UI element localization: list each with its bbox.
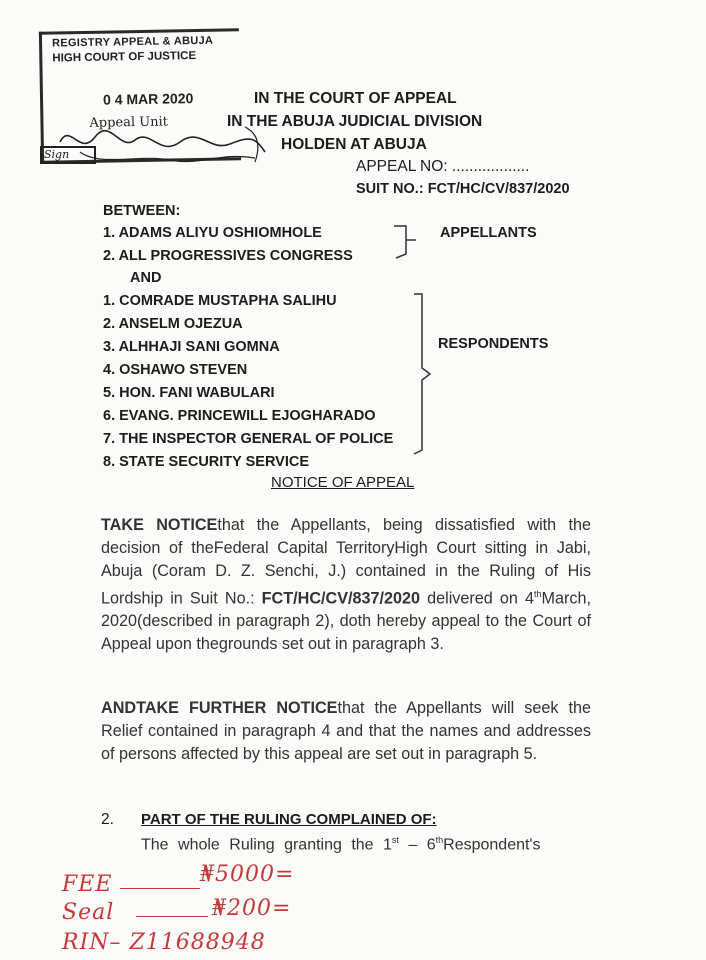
fee-value: ₦5000= bbox=[200, 862, 295, 887]
seal-label: Seal bbox=[62, 900, 115, 925]
respondents-brace bbox=[410, 290, 434, 460]
between-label: BETWEEN: bbox=[103, 203, 181, 219]
respondent-item: 1. COMRADE MUSTAPHA SALIHU bbox=[103, 293, 337, 309]
respondent-item: 2. ANSELM OJEZUA bbox=[103, 316, 243, 332]
fee-label: FEE bbox=[62, 872, 113, 897]
appellants-label: APPELLANTS bbox=[440, 225, 537, 241]
and-label: AND bbox=[130, 270, 162, 286]
appeal-number: APPEAL NO: .................. bbox=[356, 158, 530, 175]
respondent-item: 4. OSHAWO STEVEN bbox=[103, 362, 248, 378]
take-notice-lead: TAKE NOTICE bbox=[101, 516, 218, 534]
take-notice-paragraph: TAKE NOTICEthat the Appellants, being dissatisfied with the decision of theFederal Capital TerritoryHigh Court sitting in Jabi, Abuja (Coram D. Z. Senchi, J.) contained in the Ruling of His Lordship in Suit No.: FCT/HC/CV/837/2020 delivered on 4thMarch, 2020(described in paragraph 2), doth hereby appeal to the Court of Appeal upon thegrounds set out in paragraph 3. bbox=[101, 516, 592, 654]
respondent-item: 3. ALHHAJI SANI GOMNA bbox=[103, 339, 280, 355]
appellants-brace bbox=[392, 222, 422, 262]
appellant-item: 2. ALL PROGRESSIVES CONGRESS bbox=[103, 248, 353, 264]
seal-value: ₦200= bbox=[212, 896, 292, 921]
stamp-registry-line: REGISTRY APPEAL & ABUJA bbox=[51, 34, 214, 50]
section-text: The whole Ruling granting the 1st – 6thRespondent's bbox=[141, 835, 541, 854]
stamp-unit: Appeal Unit bbox=[89, 114, 169, 131]
section-number: 2. bbox=[101, 811, 114, 828]
section-title: PART OF THE RULING COMPLAINED OF: bbox=[141, 811, 437, 828]
rin-number: RIN– Z11688948 bbox=[62, 930, 266, 955]
stamp-date: 0 4 MAR 2020 bbox=[102, 90, 194, 108]
stamp-sign-box: Sign bbox=[40, 146, 96, 164]
notice-title: NOTICE OF APPEAL bbox=[271, 474, 415, 491]
suit-number: SUIT NO.: FCT/HC/CV/837/2020 bbox=[356, 181, 570, 197]
respondent-item: 6. EVANG. PRINCEWILL EJOGHARADO bbox=[103, 408, 376, 424]
division-title: IN THE ABUJA JUDICIAL DIVISION bbox=[227, 113, 483, 130]
respondents-label: RESPONDENTS bbox=[438, 336, 549, 352]
respondent-item: 5. HON. FANI WABULARI bbox=[103, 385, 275, 401]
holden-line: HOLDEN AT ABUJA bbox=[281, 136, 427, 153]
fee-dash bbox=[120, 888, 200, 889]
court-title: IN THE COURT OF APPEAL bbox=[254, 90, 457, 107]
stamp-court-line: HIGH COURT OF JUSTICE bbox=[52, 50, 197, 65]
respondent-item: 8. STATE SECURITY SERVICE bbox=[103, 454, 310, 470]
respondent-item: 7. THE INSPECTOR GENERAL OF POLICE bbox=[103, 431, 394, 447]
suit-number-inline: FCT/HC/CV/837/2020 bbox=[261, 589, 421, 608]
further-notice-paragraph: ANDTAKE FURTHER NOTICEthat the Appellants will seek the Relief contained in paragraph 4 and that the names and addresses of persons affected by this appeal are set out in paragraph 5. bbox=[101, 699, 591, 763]
seal-dash bbox=[136, 916, 208, 917]
further-notice-lead: ANDTAKE FURTHER NOTICE bbox=[101, 699, 338, 717]
appellant-item: 1. ADAMS ALIYU OSHIOMHOLE bbox=[103, 225, 322, 241]
